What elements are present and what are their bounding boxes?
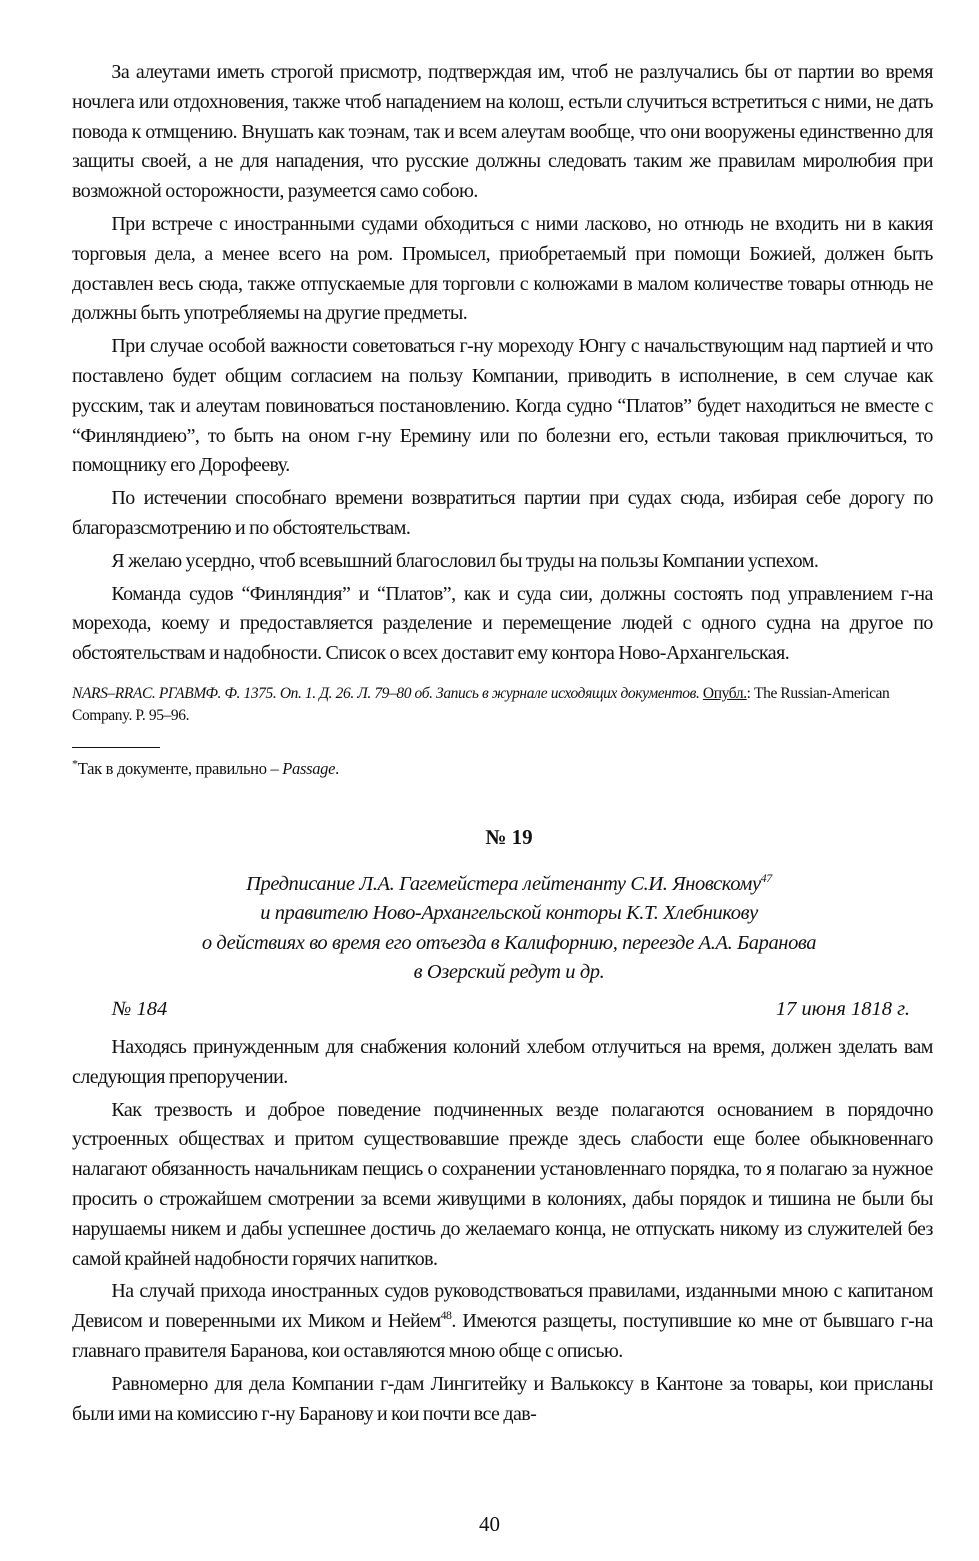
title-line: Предписание Л.А. Гагемейстера лейтенанту С.И. Яновскому$^{47}$ [246,871,772,895]
footnote-marker: * [72,756,78,771]
document-page [72,58,946,1432]
paragraph: Я желаю усердно, чтоб всевышний благословил бы труды на пользы Компании успехом. [111,549,819,572]
footnote [72,758,946,780]
footnote-italic: Passage [282,758,336,778]
footnote-ref[interactable]: 47 [760,871,772,886]
title-line: и правителю Ново-Архангельской конторы К.Т. Хлебникову [260,902,758,925]
footnote-text: Так в документе, правильно – [77,758,283,778]
archive-reference: NARS–RRAC. РГАВМФ. Ф. 1375. Оп. 1. Д. 26. Л. 79–80 об. Запись в журнале исходящих документов. [72,684,700,702]
published-label: Опубл. [702,684,747,702]
source-citation [72,683,946,727]
register-line [112,998,910,1021]
published-reference: : The Russian-American Company. P. 95–96. [72,684,890,724]
paragraph: При случае особой важности советоваться г-ну мореходу Юнгу с начальствующим над партией и что поставлено будет общим согласием на пользу Компании, приводить в исполнение, в сем случае как русским, так и алеутам повиноваться постановлению. Когда судно “Платов” будет находиться не вместе с “Финляндиею”, то быть на оном г-ну Еремину или по болезни его, естьли таковая приключиться, то помощнику его Дорофееву. [72,335,933,477]
register-number: № 184 [112,997,168,1020]
document-title [72,870,946,988]
paragraph: По истечении способнаго времени возвратиться партии при судах сюда, избирая себе дорогу по благоразсмотрению и по обстоятельствам. [72,487,933,539]
footnote-end: . [335,758,339,778]
paragraph: Находясь принужденным для снабжения колоний хлебом отлучиться на время, должен зделать вам следующия препоручении. [72,1035,933,1088]
paragraph: Равномерно для дела Компании г-дам Лингитейку и Валькоксу в Кантоне за товары, кои присланы были ими на комиссию г-ну Баранову и кои почти все дав- [72,1372,933,1425]
page-number: 40 [479,1512,500,1536]
document-number: № 19 [485,824,533,849]
paragraph: При встрече с иностранными судами обходиться с ними ласково, но отнюдь не входить ни в какия торговыя дела, а менее всего на ром. Промысел, приобретаемый при помощи Божией, должен быть доставлен весь сюда, также отпускаемые для торговли с колюжами в малом количестве товары отнюдь не должны быть употребляемы на другие предметы. [72,212,933,325]
paragraph: Как трезвость и доброе поведение подчиненных везде полагаются основанием в порядочно устроенных обществах и притом существовавшие прежде здесь слабости еще более обыкновеннаго налагают обязанность начальникам пещись о сохранении установленнаго порядка, то я полагаю за нужное просить о строжайшем смотрении за всеми живущими в колониях, дабы порядок и тишина не были бы нарушаемы никем и дабы успешнее достичь до желаемаго конца, не отпускать никому из служителей без самой крайней надобности горячих напитков. [72,1098,933,1270]
title-line: в Озерский редут и др. [413,961,605,984]
document-date: 17 июня 1818 г. [775,997,910,1020]
footnote-ref[interactable]: 48 [440,1308,452,1323]
paragraph: На случай прихода иностранных судов руководствоваться правилами, изданными мною с капитаном Девисом и поверенными их Миком и Нейем$^{48}$. Имеются разщеты, поступившие ко мне от бывшаго г-на главнаго правителя Баранова, кои оставляются мною обще с описью. [72,1280,933,1362]
paragraph: Команда судов “Финляндия” и “Платов”, как и суда сии, должны состоять под управлением г-на морехода, коему и предоставляется разделение и перемещение людей с одного судна на другое по обстоятельствам и надобности. Список о всех доставит ему контора Ново-Архангельская. [72,582,933,665]
title-line: о действиях во время его отъезда в Калифорнию, переезде А.А. Баранова [201,931,817,954]
paragraph: За алеутами иметь строгой присмотр, подтверждая им, чтоб не разлучались бы от партии во время ночлега или отдохновения, также чтоб нападением на колош, естьли случиться встретиться с ними, не дать повода к отмщению. Внушать как тоэнам, так и всем алеутам вообще, что они вооружены единственно для защиты своей, а не для нападения, что русские должны следовать таким же правилам миролюбия при возможной осторожности, разумеется само собою. [72,61,933,203]
footnote-divider [72,747,160,748]
